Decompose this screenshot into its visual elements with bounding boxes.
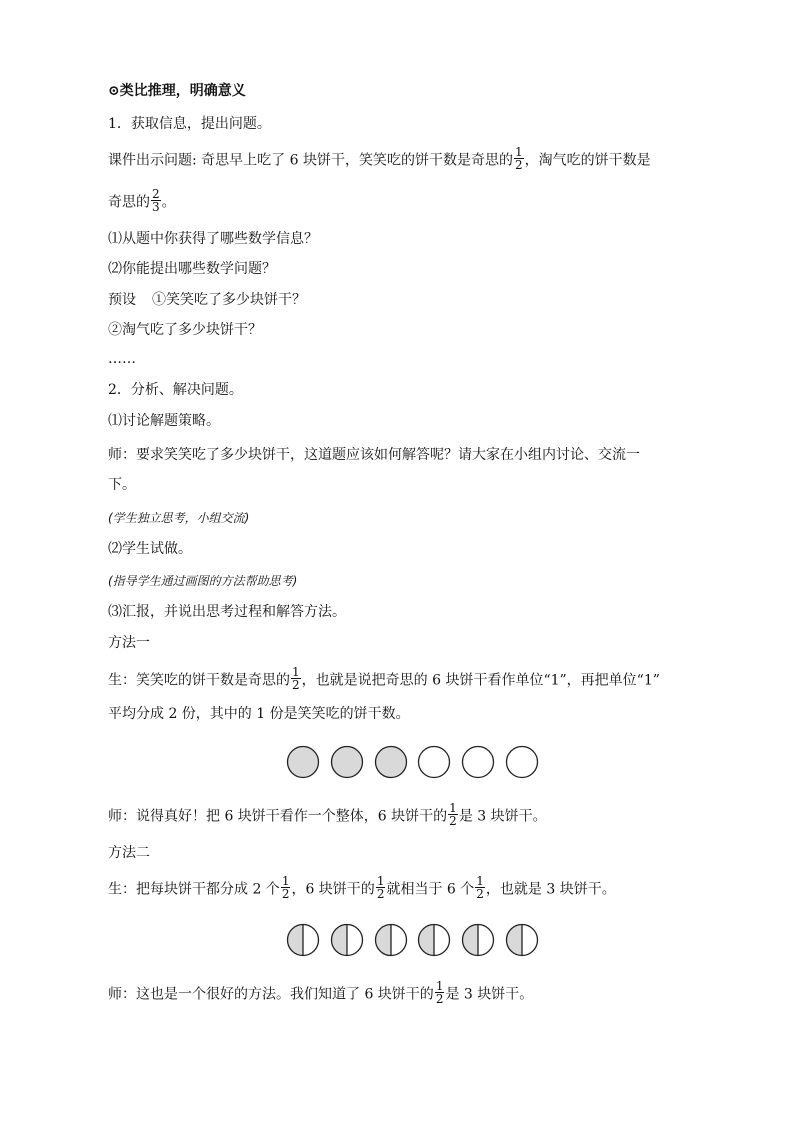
courseware-line2 — [108, 187, 176, 215]
section-title: ⊙类比推理，明确意义 — [108, 83, 246, 99]
student-line-1a — [108, 665, 660, 693]
fraction-two-thirds: $\frac{2}{3}$ — [152, 187, 160, 214]
cookie-half-shaded — [507, 925, 522, 956]
step-s3: ⑶汇报，并说出思考过程和解答方法。 — [108, 604, 346, 620]
teacher2-text-a: 师：说得真好！把 6 块饼干看作一个整体，6 块饼干的 — [108, 808, 448, 825]
cookie-shaded — [332, 747, 363, 778]
cookie-empty — [507, 747, 538, 778]
cookie-circles-row-2 — [0, 922, 794, 958]
student2-text-d: ，也就是 3 块饼干。 — [485, 881, 616, 898]
cookie-half-shaded — [463, 925, 478, 956]
preset-1: ①笑笑吃了多少块饼干？ — [152, 292, 306, 308]
cookie-half-shaded — [288, 925, 303, 956]
student-line-1c: 平均分成 2 份，其中的 1 份是笑笑吃的饼干数。 — [108, 706, 410, 722]
question-2: ⑵你能提出哪些数学问题？ — [108, 261, 276, 277]
cookie-circles-row-1 — [0, 744, 794, 780]
cookie-half — [419, 925, 450, 956]
note-1: (学生独立思考，小组交流) — [108, 511, 250, 525]
step-s1: ⑴讨论解题策略。 — [108, 413, 220, 429]
student2-text-a: 生：把每块饼干都分成 2 个 — [108, 881, 280, 898]
student-line-2 — [108, 874, 616, 902]
teacher3-text-b: 是 3 块饼干。 — [445, 986, 534, 1003]
fraction-one-half: $\frac{1}{2}$ — [514, 145, 523, 172]
fraction-one-half: $\frac{1}{2}$ — [281, 874, 290, 901]
cookie-half-shaded — [419, 925, 434, 956]
cookie-shaded — [376, 747, 407, 778]
cookie-shaded — [288, 747, 319, 778]
fraction-one-half: $\frac{1}{2}$ — [476, 874, 484, 901]
note-2: (指导学生通过画图的方法帮助思考) — [108, 574, 298, 588]
ellipsis: …… — [108, 351, 136, 367]
teacher-line-2 — [108, 801, 547, 829]
preset-label: 预设 — [108, 292, 136, 308]
cookie-half — [288, 925, 319, 956]
teacher2-text-b: 是 3 块饼干。 — [458, 808, 547, 825]
courseware-line1 — [108, 145, 651, 173]
cookie-half — [376, 925, 407, 956]
preset-line-1 — [108, 290, 306, 310]
method-1-label: 方法一 — [108, 635, 150, 651]
step2-title: 2．分析、解决问题。 — [108, 382, 243, 398]
student2-text-b: ，6 块饼干的 — [291, 881, 375, 898]
step1-title: 1．获取信息，提出问题。 — [108, 116, 271, 132]
cookie-half — [332, 925, 363, 956]
fraction-one-half: $\frac{1}{2}$ — [449, 801, 457, 828]
courseware-text-a: 课件出示问题: 奇思早上吃了 6 块饼干，笑笑吃的饼干数是奇思的 — [108, 152, 513, 169]
preset-2: ②淘气吃了多少块饼干？ — [108, 322, 262, 338]
method-2-label: 方法二 — [108, 845, 150, 861]
student2-text-c: 就相当于 6 个 — [386, 881, 475, 898]
cookie-half — [463, 925, 494, 956]
courseware-text-c: 奇思的 — [108, 194, 150, 211]
teacher-line-1b: 下。 — [108, 477, 136, 493]
fraction-one-half: $\frac{1}{2}$ — [435, 979, 444, 1006]
cookie-half-shaded — [332, 925, 347, 956]
teacher-line-1a: 师：要求笑笑吃了多少块饼干，这道题应该如何解答呢？请大家在小组内讨论、交流一 — [108, 447, 640, 463]
student1-text-a: 生：笑笑吃的饼干数是奇思的 — [108, 672, 290, 689]
cookie-empty — [419, 747, 450, 778]
fraction-one-half: $\frac{1}{2}$ — [292, 665, 300, 692]
teacher-line-3 — [108, 979, 534, 1007]
fraction-one-half: $\frac{1}{2}$ — [376, 874, 385, 901]
courseware-text-d: 。 — [161, 194, 176, 211]
teacher3-text-a: 师：这也是一个很好的方法。我们知道了 6 块饼干的 — [108, 986, 434, 1003]
cookie-half — [507, 925, 538, 956]
question-1: ⑴从题中你获得了哪些数学信息？ — [108, 231, 318, 247]
step-s2: ⑵学生试做。 — [108, 541, 192, 557]
student1-text-b: ，也就是说把奇思的 6 块饼干看作单位“1”，再把单位“1” — [301, 672, 660, 689]
cookie-half-shaded — [376, 925, 391, 956]
courseware-text-b: ，淘气吃的饼干数是 — [524, 152, 651, 169]
cookie-empty — [463, 747, 494, 778]
